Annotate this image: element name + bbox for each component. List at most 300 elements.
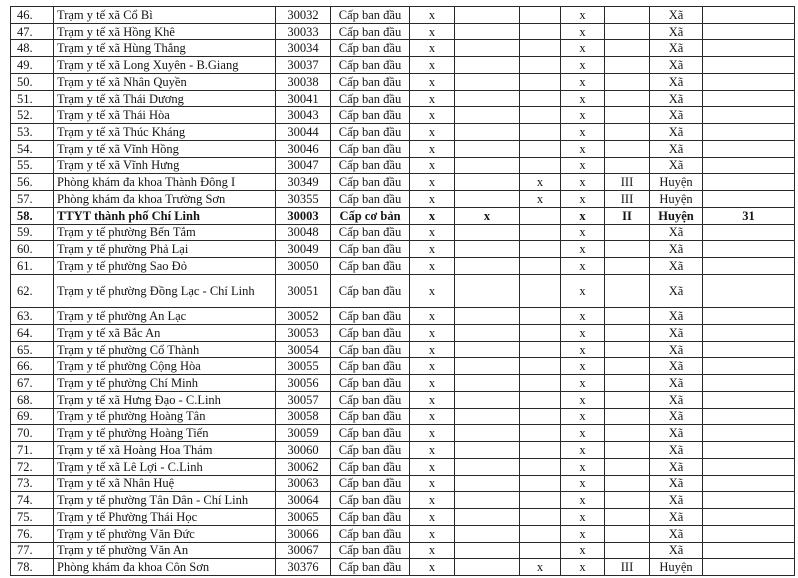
facility-code: 30053 [276,324,331,341]
facility-rank [605,408,650,425]
care-level: Cấp ban đầu [331,475,410,492]
care-level: Cấp ban đầu [331,124,410,141]
facility-type: Xã [650,542,703,559]
mark-col-2 [455,258,520,275]
facility-count [703,224,795,241]
row-number: 51. [11,90,54,107]
mark-col-2 [455,107,520,124]
facility-name: Trạm y tế xã Thái Dương [54,90,276,107]
facility-rank: III [605,559,650,576]
mark-col-3 [520,341,561,358]
facility-count: 31 [703,207,795,224]
facility-count [703,458,795,475]
facility-rank [605,375,650,392]
table-row [11,475,795,492]
mark-col-1: x [410,542,455,559]
facility-count [703,73,795,90]
row-number: 49. [11,57,54,74]
row-number: 67. [11,375,54,392]
facility-code: 30056 [276,375,331,392]
facility-type: Xã [650,324,703,341]
mark-col-2 [455,425,520,442]
facility-type: Xã [650,7,703,24]
mark-col-2 [455,191,520,208]
row-number: 57. [11,191,54,208]
mark-col-4: x [561,509,605,526]
facility-rank [605,57,650,74]
facility-type: Xã [650,341,703,358]
mark-col-3 [520,358,561,375]
mark-col-4: x [561,7,605,24]
facility-rank [605,7,650,24]
mark-col-4: x [561,23,605,40]
mark-col-1: x [410,90,455,107]
mark-col-1: x [410,358,455,375]
facility-type: Xã [650,40,703,57]
facility-count [703,509,795,526]
facility-code: 30038 [276,73,331,90]
table-row [11,124,795,141]
care-level: Cấp ban đầu [331,40,410,57]
row-number: 66. [11,358,54,375]
mark-col-1: x [410,107,455,124]
row-number: 71. [11,442,54,459]
facility-count [703,23,795,40]
facility-type: Xã [650,458,703,475]
mark-col-4: x [561,324,605,341]
row-number: 76. [11,525,54,542]
mark-col-3 [520,492,561,509]
facility-code: 30066 [276,525,331,542]
facility-code: 30355 [276,191,331,208]
facility-count [703,308,795,325]
facility-rank [605,224,650,241]
facility-name: Trạm y tế phường Hoàng Tiến [54,425,276,442]
facility-name: Trạm y tế Phường Thái Học [54,509,276,526]
facility-type: Xã [650,509,703,526]
care-level: Cấp ban đầu [331,324,410,341]
facility-type: Xã [650,73,703,90]
mark-col-2 [455,7,520,24]
facility-code: 30055 [276,358,331,375]
mark-col-4: x [561,458,605,475]
mark-col-4: x [561,492,605,509]
facility-code: 30063 [276,475,331,492]
mark-col-3 [520,525,561,542]
mark-col-2 [455,40,520,57]
facility-code: 30041 [276,90,331,107]
care-level: Cấp ban đầu [331,241,410,258]
mark-col-2 [455,475,520,492]
care-level: Cấp ban đầu [331,341,410,358]
facility-rank [605,124,650,141]
care-level: Cấp ban đầu [331,525,410,542]
table-row [11,274,795,307]
facility-count [703,425,795,442]
facility-name: Trạm y tế xã Vĩnh Hưng [54,157,276,174]
facility-name: Trạm y tế phường Chí Minh [54,375,276,392]
mark-col-1: x [410,274,455,307]
table-row [11,559,795,576]
facility-type: Xã [650,258,703,275]
facility-code: 30051 [276,274,331,307]
facility-name: Phòng khám đa khoa Thành Đông I [54,174,276,191]
table-row [11,442,795,459]
mark-col-1: x [410,7,455,24]
care-level: Cấp cơ bản [331,207,410,224]
facility-rank [605,442,650,459]
table-row [11,191,795,208]
facility-code: 30062 [276,458,331,475]
care-level: Cấp ban đầu [331,542,410,559]
facility-rank [605,358,650,375]
facility-rank [605,23,650,40]
facility-rank [605,458,650,475]
mark-col-2 [455,241,520,258]
mark-col-2 [455,157,520,174]
mark-col-1: x [410,509,455,526]
mark-col-2: x [455,207,520,224]
facility-count [703,140,795,157]
facility-rank: II [605,207,650,224]
facility-type: Xã [650,157,703,174]
facility-rank [605,157,650,174]
mark-col-2 [455,492,520,509]
facility-code: 30046 [276,140,331,157]
mark-col-1: x [410,174,455,191]
facility-name: Trạm y tế xã Bắc An [54,324,276,341]
mark-col-1: x [410,525,455,542]
facility-code: 30059 [276,425,331,442]
facility-rank [605,492,650,509]
mark-col-2 [455,375,520,392]
table-row [11,375,795,392]
row-number: 48. [11,40,54,57]
mark-col-1: x [410,324,455,341]
table-row [11,23,795,40]
facility-name: Trạm y tế xã Vĩnh Hồng [54,140,276,157]
table-row [11,358,795,375]
table-row [11,157,795,174]
facility-count [703,57,795,74]
row-number: 69. [11,408,54,425]
care-level: Cấp ban đầu [331,391,410,408]
facility-name: Trạm y tế xã Hồng Khê [54,23,276,40]
mark-col-3 [520,458,561,475]
row-number: 68. [11,391,54,408]
facility-rank [605,525,650,542]
table-row [11,40,795,57]
facility-name: Phòng khám đa khoa Côn Sơn [54,559,276,576]
facility-name: Trạm y tế phường Cộng Hòa [54,358,276,375]
mark-col-4: x [561,274,605,307]
mark-col-1: x [410,40,455,57]
facility-type: Xã [650,57,703,74]
care-level: Cấp ban đầu [331,23,410,40]
care-level: Cấp ban đầu [331,7,410,24]
mark-col-4: x [561,358,605,375]
facility-rank: III [605,191,650,208]
facility-type: Xã [650,241,703,258]
facility-count [703,324,795,341]
facility-count [703,174,795,191]
facility-rank [605,542,650,559]
row-number: 75. [11,509,54,526]
facility-count [703,124,795,141]
mark-col-3: x [520,191,561,208]
mark-col-1: x [410,425,455,442]
table-row [11,73,795,90]
facility-rank: III [605,174,650,191]
facility-name: Phòng khám đa khoa Trường Sơn [54,191,276,208]
facility-type: Xã [650,107,703,124]
table-row [11,174,795,191]
facility-code: 30044 [276,124,331,141]
facility-type: Xã [650,23,703,40]
facility-count [703,40,795,57]
mark-col-2 [455,542,520,559]
table-row [11,140,795,157]
facility-count [703,542,795,559]
mark-col-4: x [561,475,605,492]
facility-count [703,241,795,258]
facility-type: Xã [650,425,703,442]
mark-col-1: x [410,308,455,325]
table-row [11,391,795,408]
facility-type: Xã [650,90,703,107]
mark-col-1: x [410,375,455,392]
row-number: 62. [11,274,54,307]
facility-name: Trạm y tế phường An Lạc [54,308,276,325]
facility-count [703,341,795,358]
mark-col-3 [520,324,561,341]
mark-col-2 [455,90,520,107]
mark-col-3 [520,542,561,559]
care-level: Cấp ban đầu [331,140,410,157]
facility-type: Xã [650,442,703,459]
facility-count [703,107,795,124]
row-number: 63. [11,308,54,325]
care-level: Cấp ban đầu [331,425,410,442]
facility-table [10,6,795,576]
row-number: 65. [11,341,54,358]
mark-col-3 [520,40,561,57]
care-level: Cấp ban đầu [331,90,410,107]
mark-col-3 [520,124,561,141]
table-row [11,207,795,224]
table-row [11,425,795,442]
facility-type: Huyện [650,191,703,208]
care-level: Cấp ban đầu [331,157,410,174]
mark-col-3 [520,408,561,425]
facility-name: Trạm y tế phường Đồng Lạc - Chí Linh [54,274,276,307]
mark-col-1: x [410,124,455,141]
mark-col-3 [520,308,561,325]
facility-rank [605,324,650,341]
care-level: Cấp ban đầu [331,458,410,475]
mark-col-4: x [561,224,605,241]
mark-col-4: x [561,542,605,559]
care-level: Cấp ban đầu [331,375,410,392]
mark-col-2 [455,224,520,241]
facility-code: 30003 [276,207,331,224]
mark-col-3 [520,7,561,24]
care-level: Cấp ban đầu [331,308,410,325]
facility-count [703,391,795,408]
mark-col-4: x [561,258,605,275]
row-number: 56. [11,174,54,191]
facility-count [703,408,795,425]
mark-col-1: x [410,57,455,74]
mark-col-1: x [410,258,455,275]
facility-type: Xã [650,525,703,542]
table-row [11,224,795,241]
table-row [11,107,795,124]
mark-col-1: x [410,157,455,174]
mark-col-2 [455,525,520,542]
mark-col-4: x [561,124,605,141]
mark-col-1: x [410,341,455,358]
row-number: 50. [11,73,54,90]
mark-col-4: x [561,157,605,174]
mark-col-3 [520,90,561,107]
mark-col-3 [520,475,561,492]
facility-code: 30052 [276,308,331,325]
facility-code: 30050 [276,258,331,275]
mark-col-1: x [410,492,455,509]
care-level: Cấp ban đầu [331,274,410,307]
table-row [11,324,795,341]
table-row [11,492,795,509]
mark-col-4: x [561,140,605,157]
row-number: 46. [11,7,54,24]
facility-type: Xã [650,140,703,157]
facility-name: Trạm y tế phường Phả Lại [54,241,276,258]
mark-col-4: x [561,442,605,459]
mark-col-3 [520,241,561,258]
facility-code: 30033 [276,23,331,40]
mark-col-4: x [561,90,605,107]
facility-name: Trạm y tế xã Hưng Đạo - C.Linh [54,391,276,408]
facility-code: 30067 [276,542,331,559]
mark-col-3 [520,57,561,74]
row-number: 78. [11,559,54,576]
mark-col-4: x [561,341,605,358]
mark-col-4: x [561,191,605,208]
facility-name: Trạm y tế phường Bến Tắm [54,224,276,241]
care-level: Cấp ban đầu [331,191,410,208]
mark-col-2 [455,324,520,341]
mark-col-1: x [410,559,455,576]
row-number: 70. [11,425,54,442]
row-number: 77. [11,542,54,559]
mark-col-3 [520,274,561,307]
facility-count [703,475,795,492]
mark-col-2 [455,274,520,307]
mark-col-1: x [410,442,455,459]
care-level: Cấp ban đầu [331,258,410,275]
mark-col-3: x [520,174,561,191]
mark-col-3 [520,391,561,408]
facility-type: Xã [650,391,703,408]
table-row [11,7,795,24]
care-level: Cấp ban đầu [331,107,410,124]
mark-col-2 [455,23,520,40]
mark-col-3 [520,375,561,392]
care-level: Cấp ban đầu [331,73,410,90]
facility-rank [605,509,650,526]
mark-col-2 [455,458,520,475]
facility-count [703,191,795,208]
care-level: Cấp ban đầu [331,442,410,459]
care-level: Cấp ban đầu [331,358,410,375]
facility-count [703,157,795,174]
mark-col-1: x [410,73,455,90]
facility-type: Xã [650,274,703,307]
mark-col-1: x [410,224,455,241]
facility-count [703,274,795,307]
mark-col-1: x [410,23,455,40]
facility-code: 30057 [276,391,331,408]
row-number: 52. [11,107,54,124]
facility-code: 30065 [276,509,331,526]
mark-col-1: x [410,391,455,408]
mark-col-4: x [561,391,605,408]
facility-name: Trạm y tế xã Nhân Quyền [54,73,276,90]
mark-col-3 [520,425,561,442]
table-row [11,341,795,358]
facility-rank [605,241,650,258]
facility-code: 30032 [276,7,331,24]
mark-col-2 [455,559,520,576]
facility-count [703,358,795,375]
mark-col-3 [520,73,561,90]
care-level: Cấp ban đầu [331,224,410,241]
table-row [11,525,795,542]
facility-count [703,559,795,576]
row-number: 74. [11,492,54,509]
mark-col-4: x [561,73,605,90]
facility-code: 30048 [276,224,331,241]
mark-col-1: x [410,475,455,492]
row-number: 73. [11,475,54,492]
mark-col-4: x [561,525,605,542]
mark-col-2 [455,408,520,425]
mark-col-4: x [561,57,605,74]
table-body [11,7,795,576]
facility-count [703,90,795,107]
facility-name: Trạm y tế xã Thái Hòa [54,107,276,124]
facility-name: TTYT thành phố Chí Linh [54,207,276,224]
row-number: 55. [11,157,54,174]
facility-type: Xã [650,492,703,509]
table-row [11,258,795,275]
facility-rank [605,140,650,157]
care-level: Cấp ban đầu [331,408,410,425]
mark-col-3 [520,442,561,459]
care-level: Cấp ban đầu [331,57,410,74]
mark-col-2 [455,308,520,325]
mark-col-4: x [561,375,605,392]
mark-col-4: x [561,107,605,124]
facility-count [703,375,795,392]
table-row [11,241,795,258]
mark-col-2 [455,73,520,90]
facility-name: Trạm y tế xã Long Xuyên - B.Giang [54,57,276,74]
facility-code: 30054 [276,341,331,358]
facility-rank [605,341,650,358]
mark-col-4: x [561,40,605,57]
